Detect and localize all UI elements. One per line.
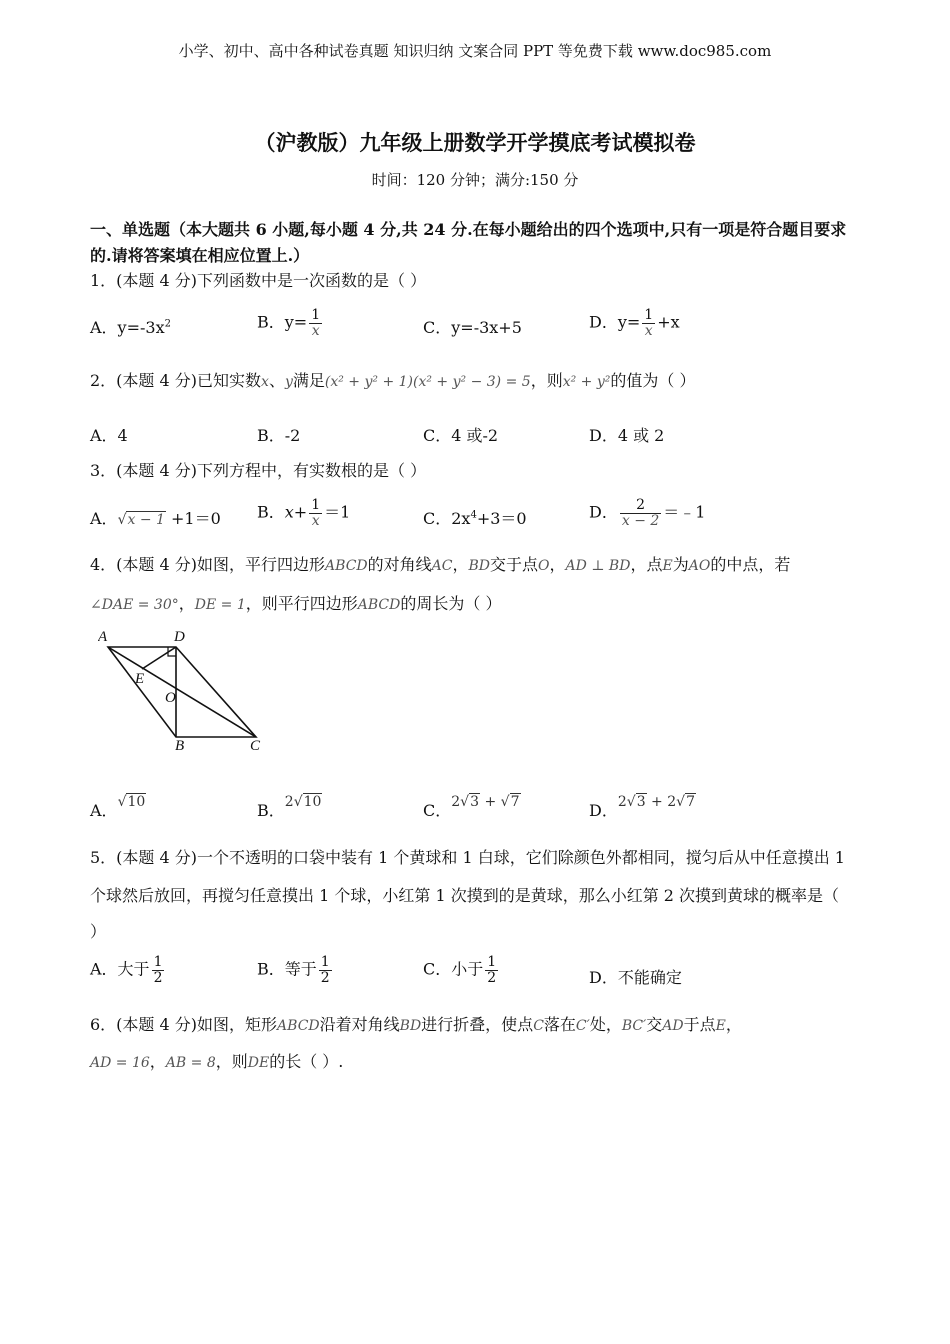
label-a: A	[98, 629, 108, 645]
label-d: D	[174, 629, 185, 645]
q5-option-d: D．不能确定	[589, 968, 682, 987]
q1-option-c: C．y=-3x+5	[423, 318, 522, 337]
page-header: 小学、初中、高中各种试卷真题 知识归纳 文案合同 PPT 等免费下载 www.doc985.com	[178, 42, 772, 60]
section-heading-line2: 的.请将答案填在相应位置上.）	[90, 246, 310, 265]
question-6-stem-line1: 6．(本题 4 分)如图，矩形ABCD沿着对角线BD进行折叠，使点C落在C′处，BC′交AD于点E，	[90, 1015, 742, 1034]
question-4-stem-line2: ∠DAE = 30°，DE = 1，则平行四边形ABCD的周长为（ ）	[90, 594, 502, 613]
q5-option-a: A．大于 $\frac{1}{2}$	[90, 954, 163, 986]
q2-option-d: D．4 或 2	[589, 426, 665, 445]
q1-option-d: D．y= $\frac{1}{x}$ +x	[589, 307, 680, 339]
q5-option-b: B．等于 $\frac{1}{2}$	[257, 954, 330, 986]
q4-option-d: D．2√3 + 2√7	[589, 794, 695, 820]
diagonal-ac	[108, 647, 256, 737]
label-o: O	[165, 690, 176, 706]
q3-option-c: C．$2x^4+3=0$	[423, 509, 527, 528]
question-4-stem-line1: 4．(本题 4 分)如图，平行四边形ABCD的对角线AC，BD交于点O，AD ⊥ BD，点E为AO的中点，若	[90, 555, 791, 574]
q3-option-a: A．√x − 1 +1＝0	[90, 509, 221, 528]
q2-option-c: C．4 或-2	[423, 426, 499, 445]
q4-option-c: C．2√3 + √7	[423, 794, 520, 820]
question-2-stem: 2．(本题 4 分)已知实数x、y满足(x² + y² + 1)(x² + y² − 3) = 5，则x² + y²的值为（ ）	[90, 371, 696, 390]
question-5-line1: 5．(本题 4 分)一个不透明的口袋中装有 1 个黄球和 1 白球，它们除颜色外都相同，搅匀后从中任意摸出 1	[90, 848, 845, 867]
q1-option-a: A．$y=-3x^2$	[90, 318, 171, 337]
label-b: B	[175, 738, 185, 754]
exam-info: 时间：120 分钟；满分:150 分	[371, 171, 579, 189]
q2-option-b: B．-2	[257, 426, 301, 445]
q2-equation: (x² + y² + 1)(x² + y² − 3) = 5	[324, 374, 531, 390]
q3-option-d: D． $\frac{2}{x - 2}$ ＝﹣1	[589, 497, 706, 529]
segment-de	[142, 647, 176, 669]
question-6-stem-line2: AD = 16，AB = 8，则DE的长（ ）.	[90, 1052, 344, 1071]
parallelogram-figure	[98, 625, 268, 755]
question-5-line2: 个球然后放回，再搅匀任意摸出 1 个球，小红第 1 次摸到的是黄球，那么小红第 2 次摸到黄球的概率是（	[90, 886, 840, 905]
q2-option-a: A．4	[90, 426, 128, 445]
page-title: （沪教版）九年级上册数学开学摸底考试模拟卷	[254, 130, 696, 155]
q5-option-c: C．小于 $\frac{1}{2}$	[423, 954, 497, 986]
question-5-line3: ）	[90, 922, 107, 941]
question-1-stem: 1．(本题 4 分)下列函数中是一次函数的是（ ）	[90, 271, 427, 290]
q4-option-b: B．2√10	[257, 794, 322, 820]
label-e: E	[135, 671, 145, 687]
q3-option-b: B．x+ $\frac{1}{x}$ ＝1	[257, 497, 351, 529]
question-3-stem: 3．(本题 4 分)下列方程中，有实数根的是（ ）	[90, 461, 427, 480]
q4-option-a: A．√10	[90, 794, 146, 820]
section-heading-line1: 一、单选题（本大题共 6 小题,每小题 4 分,共 24 分.在每小题给出的四个选项中,只有一项是符合题目要求	[90, 220, 847, 239]
label-c: C	[250, 738, 261, 754]
q1-option-b: B．y= $\frac{1}{x}$	[257, 307, 321, 339]
